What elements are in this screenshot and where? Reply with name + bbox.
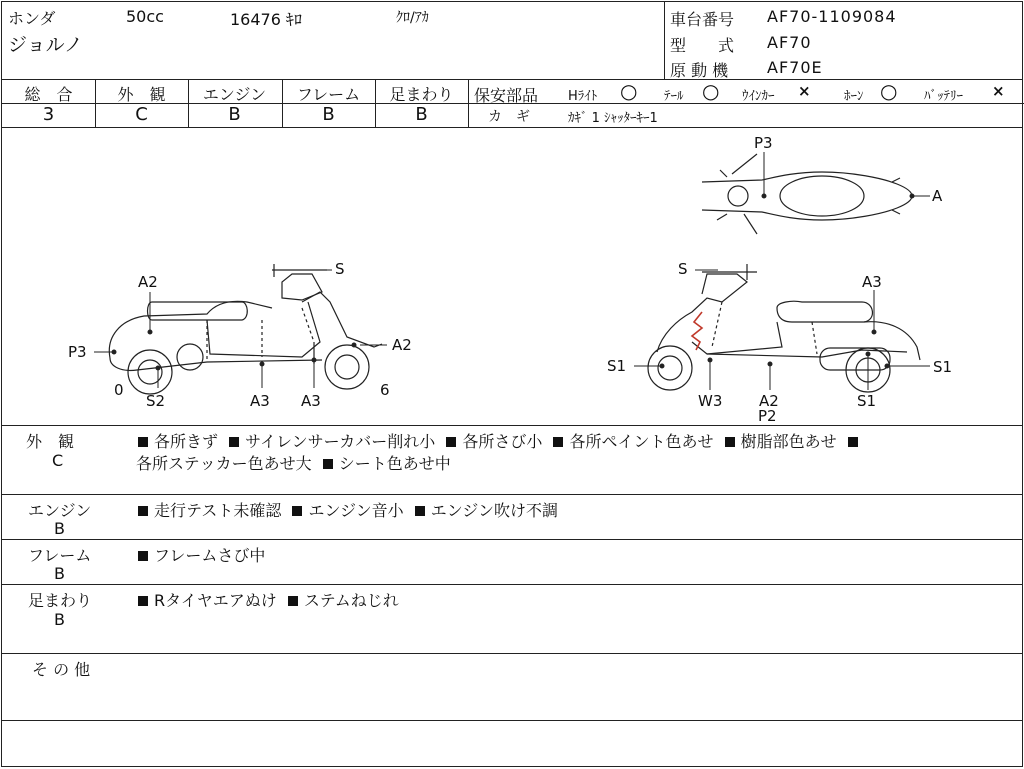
grade-value-frame: B: [322, 104, 335, 125]
safety-horn-mark: ○: [880, 79, 898, 103]
grade-label-suspension: 足まわり: [389, 85, 454, 104]
safety-winker-label: ｳｲﾝｶｰ: [742, 89, 775, 104]
key-label: カ ギ: [488, 109, 530, 125]
section-frame-line1: [138, 543, 265, 566]
bullet-icon: [292, 506, 302, 516]
divider: [2, 653, 1022, 654]
divider: [2, 494, 1022, 495]
inspection-sheet: [1, 1, 1023, 767]
section-exterior-line1: [138, 429, 864, 452]
type-value: AF70: [767, 33, 812, 52]
section-exterior-grade: C: [52, 451, 64, 470]
damage-diagram: [2, 128, 1022, 425]
header-divider: [664, 2, 665, 79]
grade-value-suspension: B: [415, 104, 428, 125]
finding: 各所ステッカー色あせ大: [136, 454, 312, 473]
bullet-icon: [553, 437, 563, 447]
label-left-a2-top: A2: [138, 273, 158, 291]
label-right-s1-bottom: S1: [857, 392, 877, 410]
section-suspension-grade: B: [54, 610, 65, 629]
label-right-s1-left: S1: [607, 357, 627, 375]
mileage: 16476 ｷﾛ: [230, 10, 302, 29]
label-left-six: 6: [380, 381, 390, 399]
finding: ステムねじれ: [303, 591, 399, 610]
finding: フレームさび中: [154, 546, 266, 565]
frame-no-label: 車台番号: [670, 10, 735, 29]
finding: シート色あせ中: [338, 454, 451, 473]
label-left-p3: P3: [68, 343, 87, 361]
label-right-s1-right: S1: [933, 358, 953, 376]
label-right-p2: P2: [758, 407, 777, 425]
section-exterior-title: 外 観: [26, 432, 75, 451]
divider: [468, 103, 1024, 104]
label-right-s-top: S: [678, 260, 688, 278]
label-left-zero: 0: [114, 381, 124, 399]
bullet-icon: [138, 437, 148, 447]
section-suspension-title: 足まわり: [28, 591, 93, 610]
section-suspension-line1: [138, 588, 399, 611]
label-left-s2: S2: [146, 392, 166, 410]
section-engine-grade: B: [54, 519, 65, 538]
divider: [2, 720, 1022, 721]
finding: エンジン吹け不調: [430, 501, 558, 520]
finding: サイレンサーカバー削れ小: [245, 432, 436, 451]
label-left-s-top: S: [335, 260, 345, 278]
grade-value-exterior: C: [135, 104, 148, 125]
bullet-icon: [446, 437, 456, 447]
engine-label: 原 動 機: [670, 61, 729, 80]
divider: [2, 539, 1022, 540]
label-right-w3: W3: [698, 392, 723, 410]
bullet-icon: [138, 551, 148, 561]
section-frame-title: フレーム: [28, 546, 92, 565]
grade-value-overall: 3: [42, 104, 55, 125]
safety-taillight-label: ﾃｰﾙ: [664, 89, 684, 104]
label-left-a3-mid: A3: [250, 392, 270, 410]
frame-no-value: AF70-1109084: [767, 7, 897, 26]
grade-label-exterior: 外 観: [117, 85, 166, 104]
model-name: ジョルノ: [8, 34, 83, 56]
finding: 走行テスト未確認: [154, 501, 282, 520]
bullet-icon: [323, 459, 333, 469]
divider: [2, 79, 1022, 80]
finding: 各所さび小: [462, 432, 543, 451]
label-right-a3-top: A3: [862, 273, 882, 291]
section-engine-title: エンジン: [28, 501, 92, 520]
displacement: 50cc: [126, 7, 164, 26]
maker: ホンダ: [8, 9, 56, 28]
grade-label-engine: エンジン: [202, 85, 267, 104]
finding: 各所きず: [154, 432, 219, 451]
safety-headlight-mark: ○: [620, 79, 638, 103]
label-top-p3: P3: [754, 134, 773, 152]
label-left-a3-right: A3: [301, 392, 321, 410]
bullet-icon: [288, 596, 298, 606]
label-right-a2: A2: [759, 392, 779, 410]
grade-label-frame: フレーム: [296, 85, 361, 104]
finding: Rタイヤエアぬけ: [154, 591, 277, 610]
engine-value: AF70E: [767, 58, 823, 77]
finding: 各所ペイント色あせ: [569, 432, 714, 451]
section-other-title: そ の 他: [32, 660, 91, 679]
bullet-icon: [415, 506, 425, 516]
finding: 樹脂部色あせ: [740, 432, 837, 451]
label-left-a2-right: A2: [392, 336, 412, 354]
safety-horn-label: ﾎｰﾝ: [844, 89, 864, 104]
bullet-icon: [725, 437, 735, 447]
bullet-icon: [848, 437, 858, 447]
label-top-a: A: [932, 187, 943, 205]
damage-mark: [692, 312, 702, 350]
key-value: ｶｷﾞ 1 ｼｬｯﾀｰｷｰ1: [568, 111, 658, 126]
safety-headlight-label: Hﾗｲﾄ: [568, 89, 598, 104]
finding: エンジン音小: [308, 501, 404, 520]
safety-taillight-mark: ○: [702, 79, 720, 103]
grade-value-engine: B: [228, 104, 241, 125]
section-frame-grade: B: [54, 564, 65, 583]
divider: [2, 425, 1022, 426]
section-engine-line1: [138, 498, 558, 521]
color: ｸﾛ/ｱｶ: [396, 10, 429, 26]
divider: [2, 584, 1022, 585]
grade-label-overall: 総 合: [24, 85, 73, 104]
safety-battery-mark: ×: [992, 82, 1005, 100]
bullet-icon: [138, 596, 148, 606]
section-exterior-line2: [136, 451, 451, 474]
bullet-icon: [138, 506, 148, 516]
safety-winker-mark: ×: [798, 82, 811, 100]
safety-battery-label: ﾊﾞｯﾃﾘｰ: [924, 89, 963, 104]
type-label: 型 式: [670, 36, 735, 55]
scooter-top-view: [702, 154, 912, 234]
bullet-icon: [229, 437, 239, 447]
safety-title: 保安部品: [474, 86, 539, 105]
